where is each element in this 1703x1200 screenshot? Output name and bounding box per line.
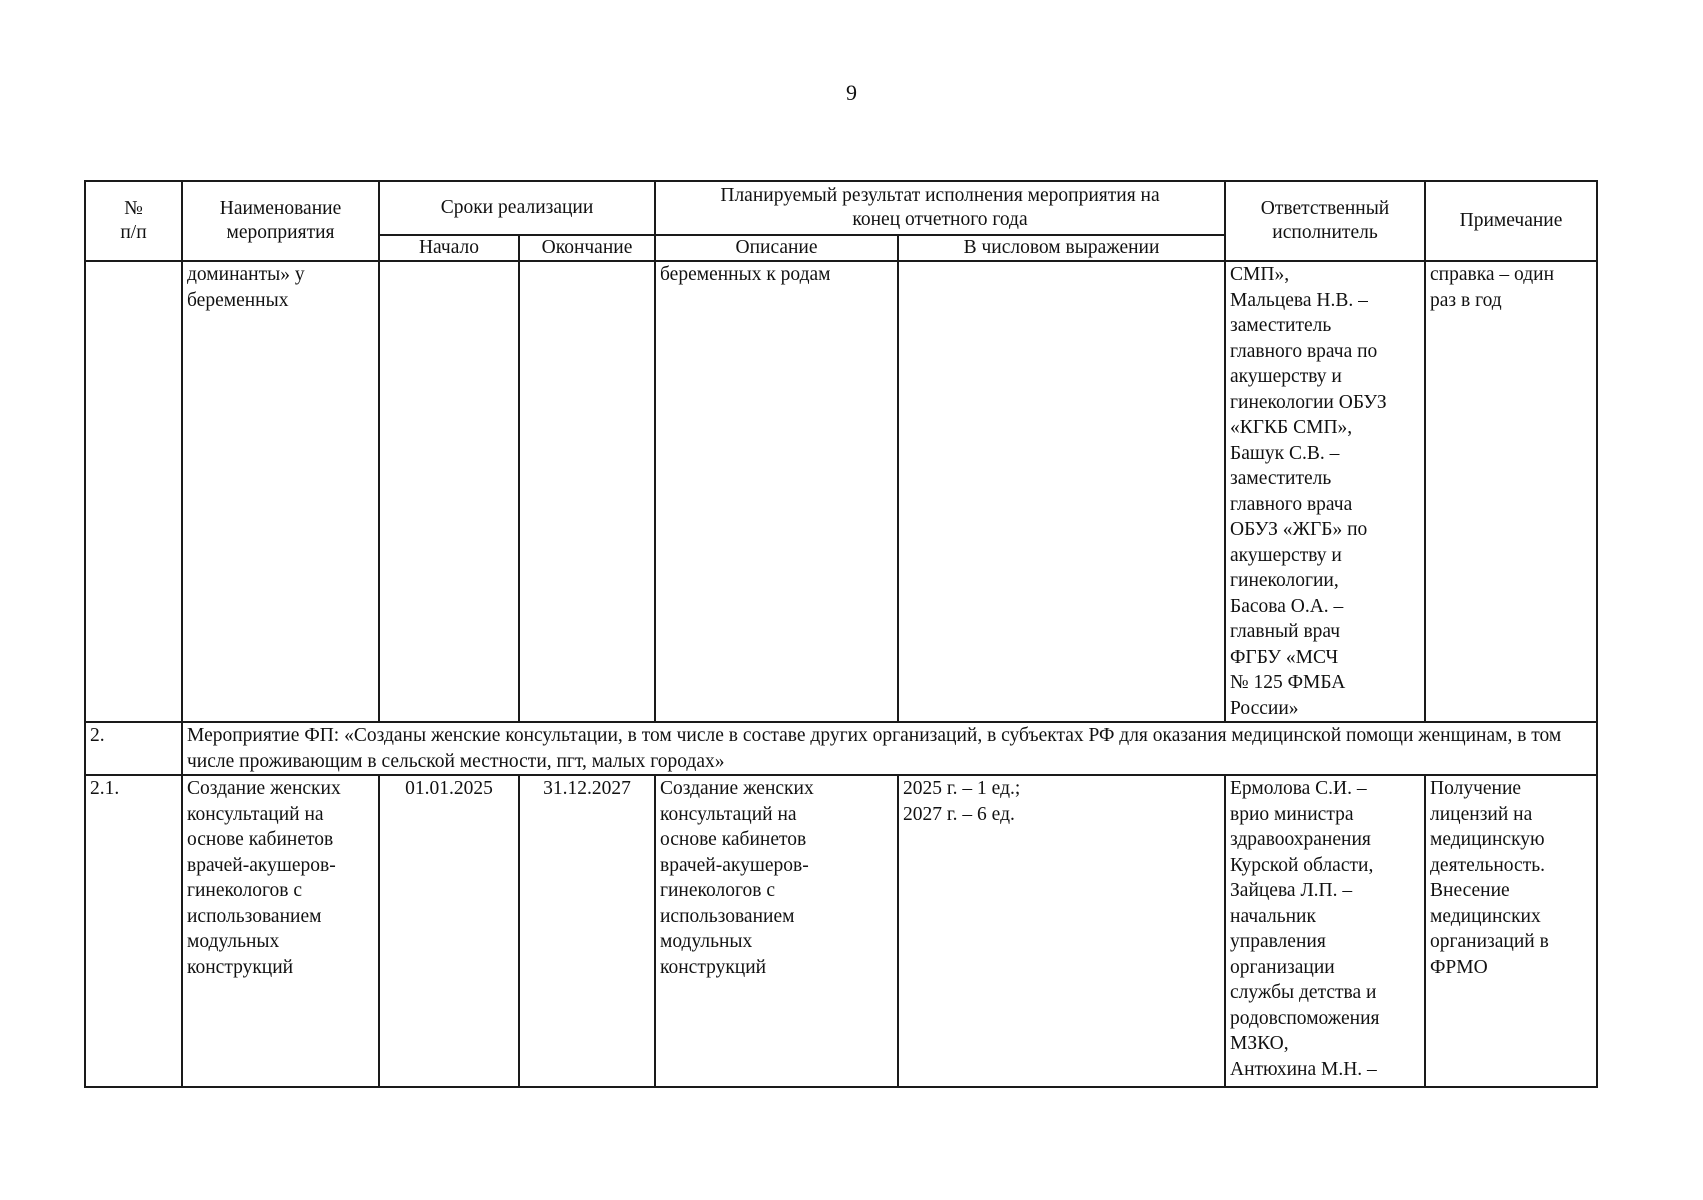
cell-name: Создание женских консультаций на основе кабинетов врачей-акушеров- гинекологов с использованием модульных конструкций [182,775,379,1087]
section-number: 2. [85,722,182,775]
cell-end: 31.12.2027 [519,775,655,1087]
cell-start: 01.01.2025 [379,775,519,1087]
cell-responsible: Ермолова С.И. – врио министра здравоохранения Курской области, Зайцева Л.П. – начальник управления организации службы детства и родовспоможения МЗКО, Антюхина М.Н. – [1225,775,1425,1087]
table-row [85,261,1597,722]
cell-start [379,261,519,722]
section-title: Мероприятие ФП: «Созданы женские консультации, в том числе в составе других организаций, в субъектах РФ для оказания медицинской помощи женщинам, в том числе проживающим в сельской местности, пгт, малых городах» [182,722,1597,775]
cell-number [85,261,182,722]
header-terms: Сроки реализации [379,181,655,235]
header-description: Описание [655,235,898,261]
cell-description: Создание женских консультаций на основе кабинетов врачей-акушеров- гинекологов с использованием модульных конструкций [655,775,898,1087]
header-responsible: Ответственный исполнитель [1225,181,1425,261]
cell-description: беременных к родам [655,261,898,722]
table-header [85,181,1597,261]
cell-numeric: 2025 г. – 1 ед.; 2027 г. – 6 ед. [898,775,1225,1087]
cell-name: доминанты» у беременных [182,261,379,722]
section-row [85,722,1597,775]
header-start: Начало [379,235,519,261]
cell-note: справка – один раз в год [1425,261,1597,722]
table-row [85,775,1597,1087]
header-number: № п/п [85,181,182,261]
header-numeric: В числовом выражении [898,235,1225,261]
cell-end [519,261,655,722]
cell-note: Получение лицензий на медицинскую деятельность. Внесение медицинских организаций в ФРМО [1425,775,1597,1087]
header-name: Наименование мероприятия [182,181,379,261]
measures-table [84,180,1598,1088]
cell-numeric [898,261,1225,722]
header-planned-result: Планируемый результат исполнения мероприятия на конец отчетного года [655,181,1225,235]
header-note: Примечание [1425,181,1597,261]
cell-responsible: СМП», Мальцева Н.В. – заместитель главного врача по акушерству и гинекологии ОБУЗ «КГКБ СМП», Башук С.В. – заместитель главного врача ОБУЗ «ЖГБ» по акушерству и гинекологии, Басова О.А. – главный врач ФГБУ «МСЧ № 125 ФМБА России» [1225,261,1425,722]
page-number: 9 [846,80,857,105]
header-end: Окончание [519,235,655,261]
cell-number: 2.1. [85,775,182,1087]
